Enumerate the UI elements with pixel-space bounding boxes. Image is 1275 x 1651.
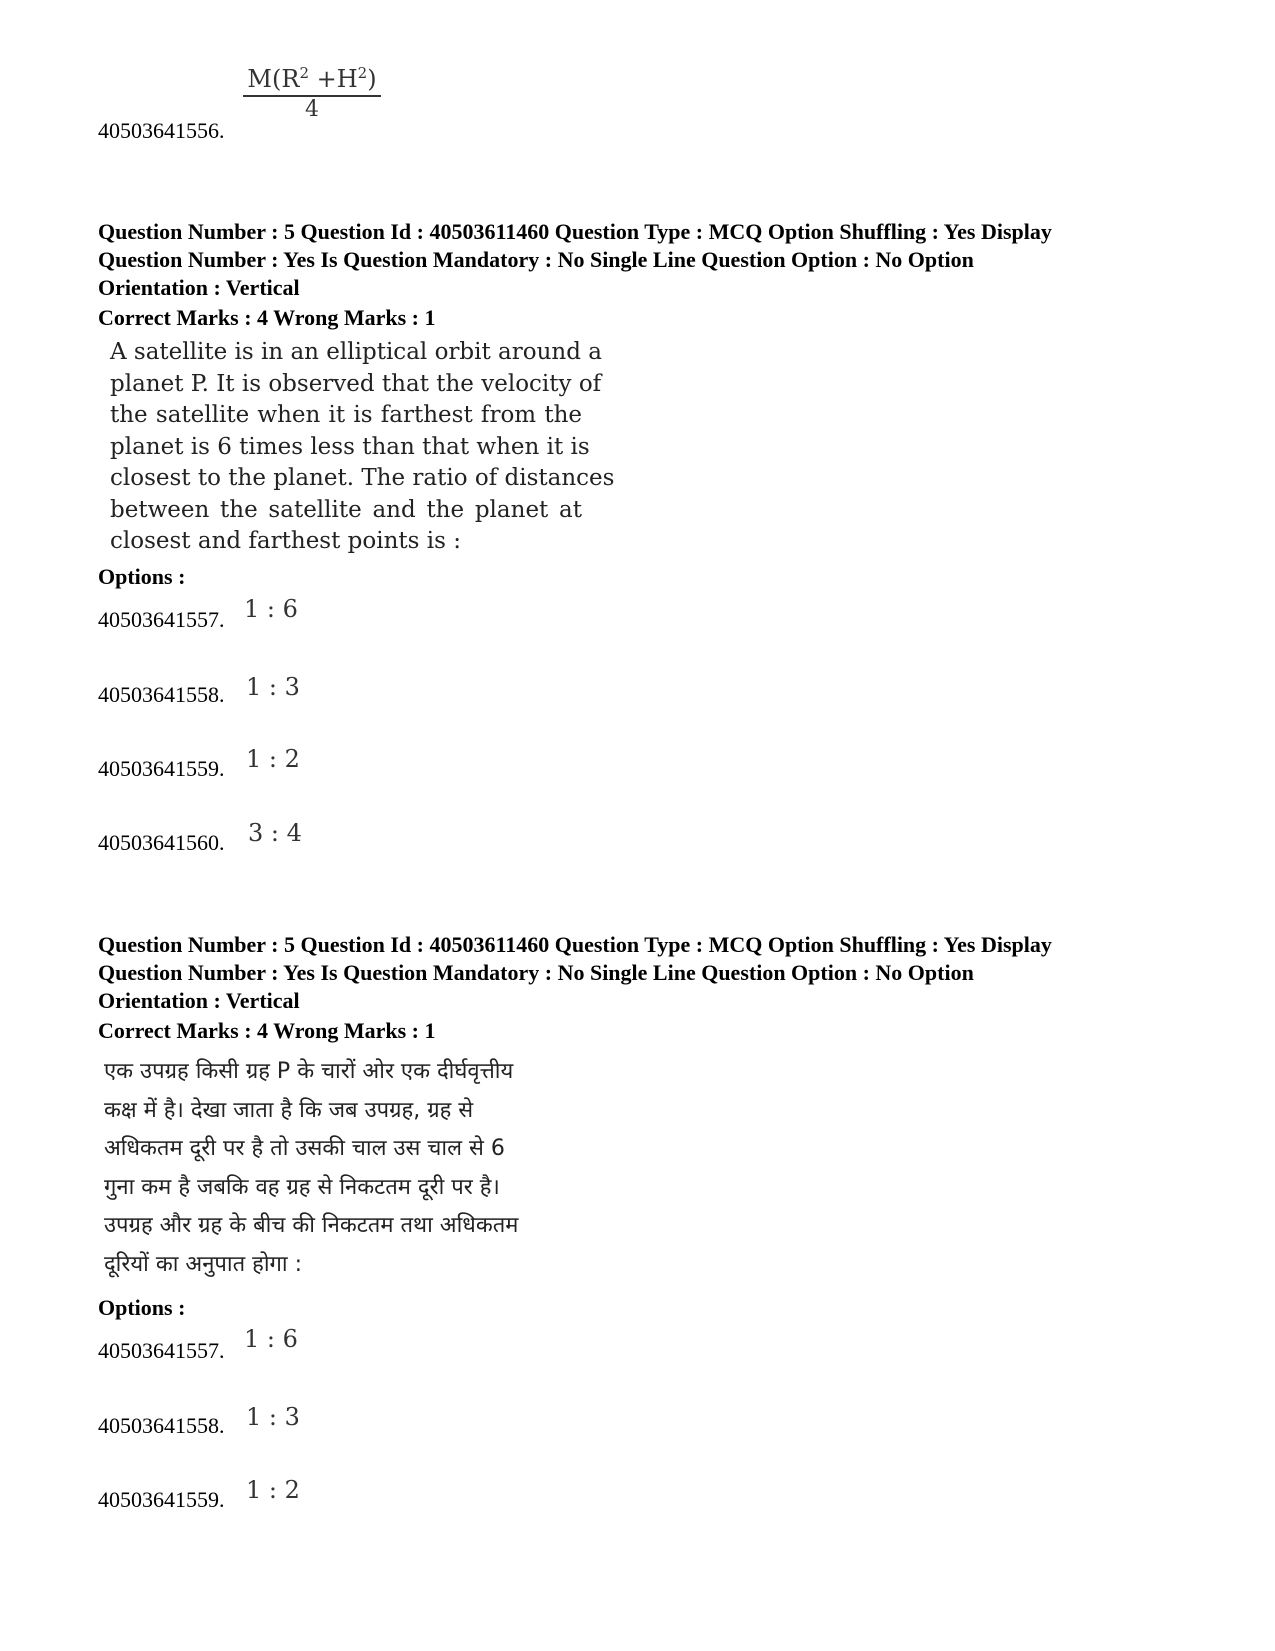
option-value: 1 : 3 (246, 673, 300, 701)
option-id: 40503641560. (98, 830, 225, 855)
meta-line: Orientation : Vertical (98, 988, 300, 1013)
option-id: 40503641559. (98, 1487, 225, 1512)
option-value: 1 : 2 (246, 745, 300, 773)
question-line: closest and farthest points is : (110, 528, 461, 554)
question-line: अधिकतम दूरी पर है तो उसकी चाल उस चाल से 6 (104, 1136, 505, 1161)
question-meta (98, 931, 1218, 1015)
question-line: उपग्रह और ग्रह के बीच की निकटतम तथा अधिकतम (104, 1213, 519, 1238)
formula-numerator: $M(R^2 +H^2)$ (243, 64, 380, 97)
option-value: 1 : 3 (246, 1403, 300, 1431)
meta-line: Question Number : 5 Question Id : 40503611460 Question Type : MCQ Option Shuffling : Yes Display (98, 219, 1052, 244)
meta-line: Question Number : Yes Is Question Mandatory : No Single Line Question Option : No Option (98, 960, 974, 985)
marks-line: Correct Marks : 4 Wrong Marks : 1 (98, 305, 436, 330)
formula-image (242, 64, 382, 122)
question-line: गुना कम है जबकि वह ग्रह से निकटतम दूरी पर है। (104, 1174, 500, 1200)
meta-line: Question Number : 5 Question Id : 40503611460 Question Type : MCQ Option Shuffling : Yes Display (98, 932, 1052, 957)
option-value: 1 : 2 (246, 1476, 300, 1504)
question-line: A satellite is in an elliptical orbit around a (110, 339, 602, 365)
options-label: Options : (98, 564, 186, 589)
option-value: 3 : 4 (248, 819, 302, 847)
question-line: closest to the planet. The ratio of distances (110, 465, 615, 491)
question-line: दूरियों का अनुपात होगा : (104, 1251, 303, 1277)
option-id: 40503641556. (98, 118, 225, 143)
option-id: 40503641558. (98, 682, 225, 707)
question-text (110, 337, 615, 558)
meta-line: Question Number : Yes Is Question Mandatory : No Single Line Question Option : No Option (98, 247, 974, 272)
question-line: planet is 6 times less than that when it is (110, 433, 590, 460)
question-line: एक उपग्रह किसी ग्रह P के चारों ओर एक दीर्घवृत्तीय (104, 1059, 514, 1084)
question-meta (98, 218, 1218, 302)
option-value: 1 : 6 (244, 1325, 298, 1353)
question-line: कक्ष में है। देखा जाता है कि जब उपग्रह, ग्रह से (104, 1097, 474, 1123)
question-line: between the satellite and the planet at (110, 496, 582, 523)
question-line: planet P. It is observed that the velocity of (110, 370, 602, 397)
option-id: 40503641557. (98, 1338, 225, 1363)
option-value: 1 : 6 (244, 595, 298, 623)
option-id: 40503641559. (98, 756, 225, 781)
options-label: Options : (98, 1295, 186, 1320)
question-text (104, 1053, 518, 1284)
question-line: the satellite when it is farthest from the (110, 402, 582, 428)
meta-line: Orientation : Vertical (98, 275, 300, 300)
option-id: 40503641558. (98, 1413, 225, 1438)
option-id: 40503641557. (98, 607, 225, 632)
marks-line: Correct Marks : 4 Wrong Marks : 1 (98, 1018, 436, 1043)
formula-denominator: 4 (305, 97, 319, 122)
